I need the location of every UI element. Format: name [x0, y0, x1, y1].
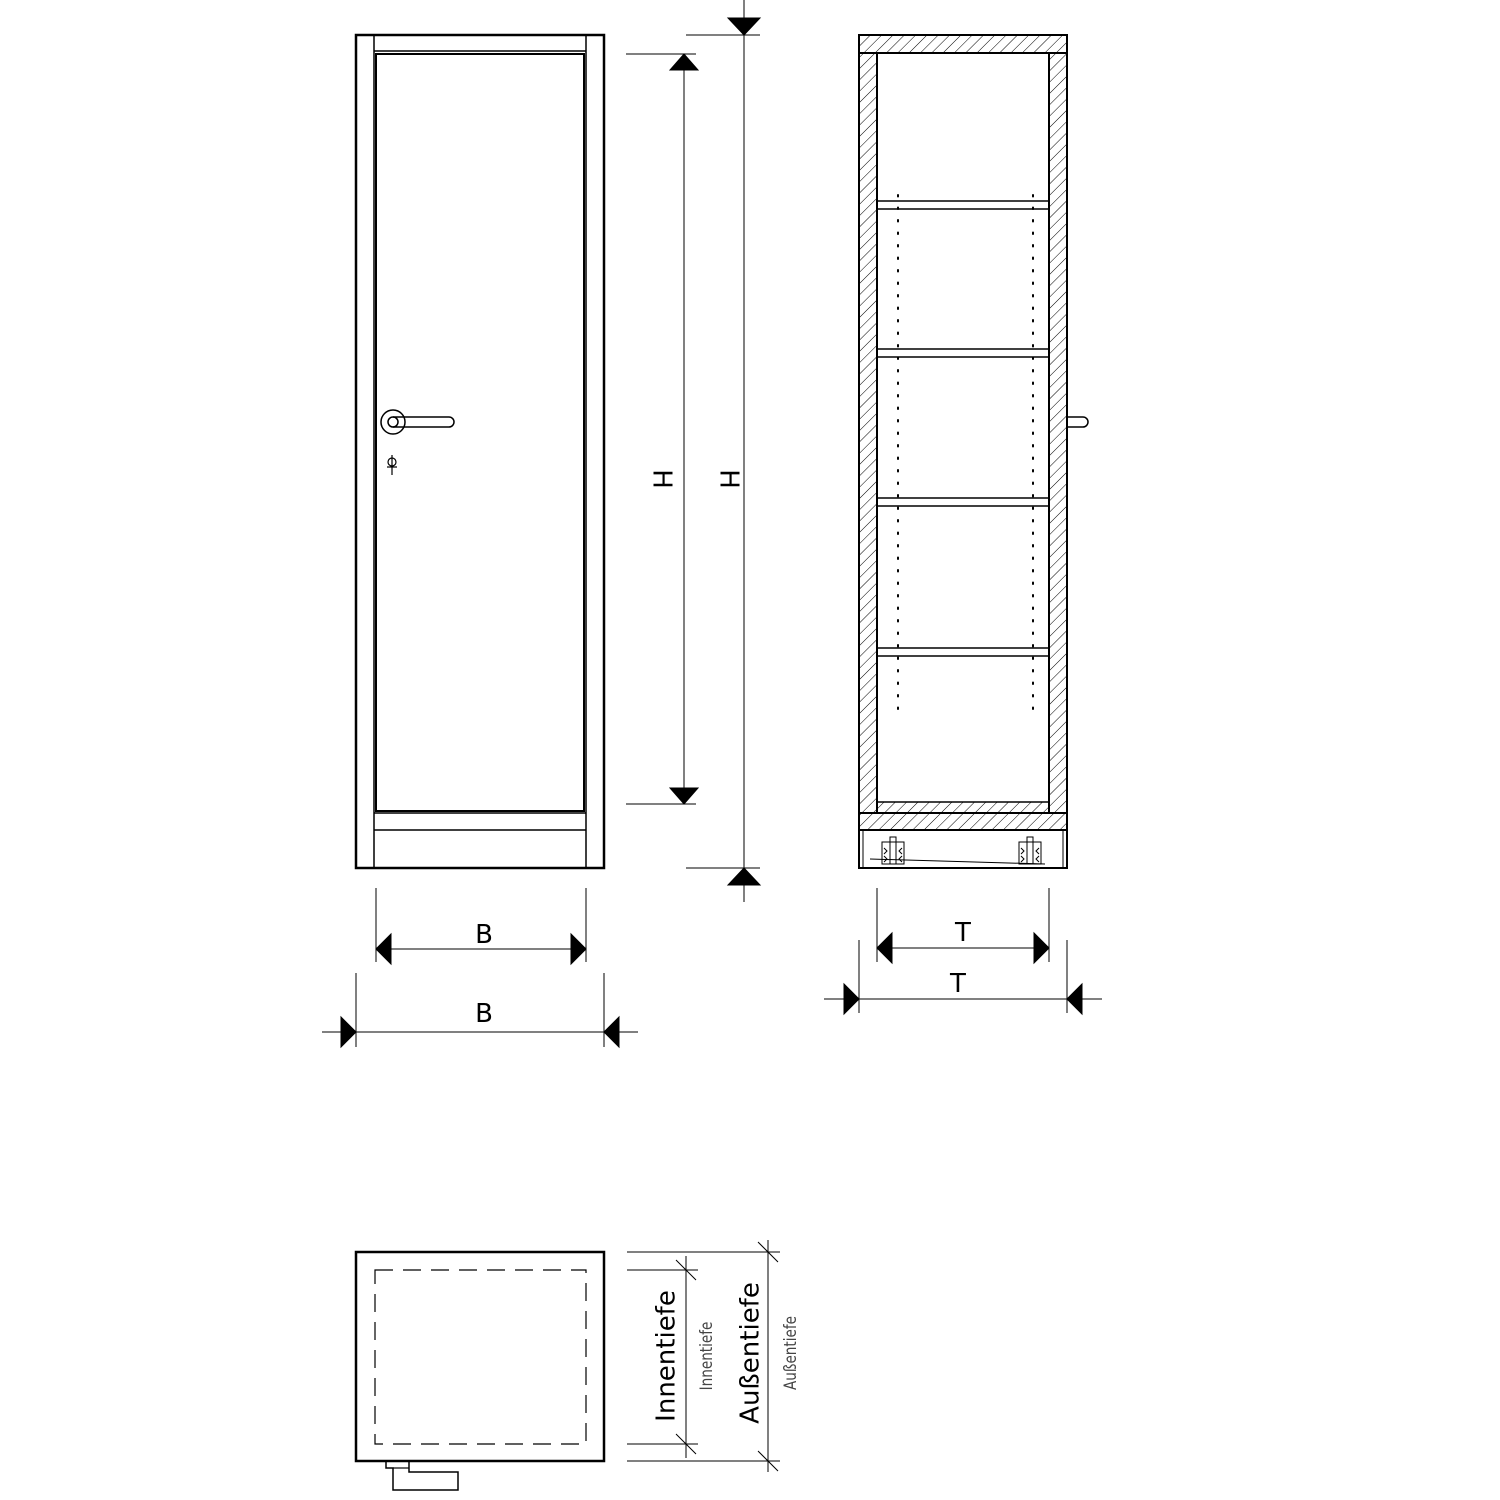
- inner-depth-label: Innentiefe: [651, 1290, 682, 1422]
- shelf: [877, 349, 1049, 357]
- section-left-wall: [859, 53, 877, 813]
- outer-depth-label-small: Außentiefe: [780, 1315, 801, 1391]
- section-bottom-board: [877, 802, 1049, 813]
- width-label-inner: B: [475, 920, 493, 950]
- depth-label-outer: T: [950, 969, 966, 999]
- plan-handle-icon: [386, 1461, 458, 1490]
- door-handle-icon[interactable]: [381, 410, 454, 434]
- shelf: [877, 648, 1049, 656]
- plan-inner-dashed: [375, 1270, 586, 1444]
- section-right-wall: [1049, 53, 1067, 813]
- section-top-board: [859, 35, 1067, 53]
- leveling-foot-right-icon: [1019, 837, 1041, 864]
- plan-view: [356, 1252, 604, 1490]
- front-view: [356, 35, 604, 868]
- shelf: [877, 201, 1049, 209]
- shelf: [877, 498, 1049, 506]
- width-label-outer: B: [475, 999, 493, 1029]
- section-view: [859, 35, 1088, 868]
- section-plinth-board: [859, 813, 1067, 830]
- outer-depth-label: Außentiefe: [735, 1282, 766, 1424]
- shelves: [877, 201, 1049, 656]
- height-dimension-outer: [686, 0, 760, 902]
- handle-side-icon: [1067, 417, 1088, 427]
- height-label-outer: H: [713, 469, 744, 489]
- plan-outer: [356, 1252, 604, 1461]
- height-label-inner: H: [646, 469, 677, 489]
- door-panel[interactable]: [376, 54, 584, 811]
- inner-depth-label-small: Innentiefe: [696, 1321, 717, 1391]
- front-outer-frame: [356, 35, 604, 868]
- height-dimension-inner: [626, 54, 698, 804]
- lock-icon: [387, 455, 397, 475]
- depth-label-inner: T: [955, 918, 971, 948]
